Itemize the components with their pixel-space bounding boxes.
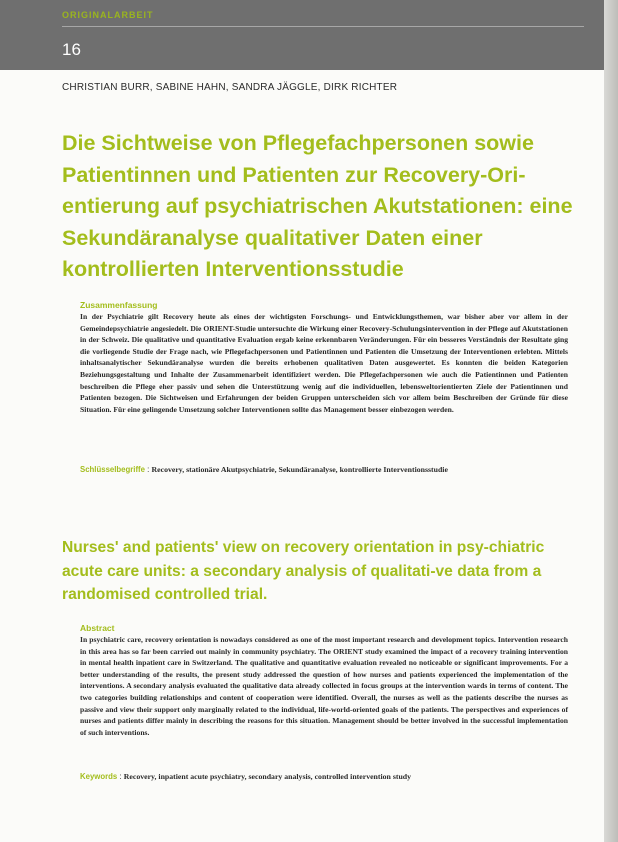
title-english: Nurses' and patients' view on recovery orientation in psy-chiatric acute care units: a secondary analysis of qualitati-ve data from a randomised controlled trial. <box>62 539 545 603</box>
summary-english-heading: Abstract <box>80 623 115 633</box>
page-number: 16 <box>62 40 81 59</box>
author-list: CHRISTIAN BURR, SABINE HAHN, SANDRA JÄGGLE, DIRK RICHTER <box>62 82 398 93</box>
header-rule <box>62 26 584 27</box>
keywords-german-text: Recovery, stationäre Akutpsychiatrie, Sekundäranalyse, kontrollierte Interventionsstudie <box>151 465 448 474</box>
section-label: ORIGINALARBEIT <box>62 10 154 20</box>
summary-english-text: In psychiatric care, recovery orientation is nowadays considered as one of the most important research and development topics. Intervention research in this area has so far been carried out mainly in community psychiatry. The ORIENT study examined the impact of a recovery training intervention in mental health inpatient care in Switzerland. The qualitative and quantitative evaluation revealed no noticeable or significant improvements. For a better understanding of the results, the present study addressed the question of how nurses and patients experienced the implementation of the interventions. A secondary analysis evaluated the qualitative data already collected in focus groups at the intervention wards in terms of content. The two categories building relationships and content of cooperation were identified. Overall, the nurses as well as the patients describe the nurses as passive and view their support only marginally related to the individual, life-world-oriented goals of the patients. The perspectives and experiences of nurses and patients differ mainly in describing the reasons for this situation. Management should be better involved in the successful implementation of such interventions. <box>80 635 568 737</box>
summary-german-text: In der Psychiatrie gilt Recovery heute als eines der wichtigsten Forschungs- und Entwicklungsthemen, war bisher aber vor allem in der Gemeindepsychiatrie angesiedelt. Die ORIENT-Studie untersuchte die Wirkung einer Recovery-Schulungsintervention in der Pflege auf Akutstationen in der Schweiz. Die qualitative und quantitative Evaluation ergab keine erkennbaren Veränderungen. Für ein besseres Verständnis der Resultate ging die vorliegende Studie der Frage nach, wie Pflegefachpersonen und Patientinnen und Patienten die Umsetzung der Interventionen erlebten. Mittels inhaltsanalytischer Sekundäranalyse wurden die bereits erhobenen qualitativen Daten ausgewertet. Es konnten die beiden Kategorien Beziehungsgestaltung und Inhalte der Zusammenarbeit identifiziert werden. Die Pflegefachpersonen wie auch die Patientinnen und Patienten beschreiben die Pflege eher passiv und sehen die Unterstützung wenig auf die individuellen, lebensweltorientierten Ziele der Patientinnen und Patienten bezogen. Die Sichtweisen und Erfahrungen der beiden Gruppen unterscheiden sich vor allem beim Beschreiben der Gründe für diese Situation. Für eine gelingende Umsetzung solcher Interventionen sollte das Management besser einbezogen werden. <box>80 312 568 414</box>
keywords-english-text: Recovery, inpatient acute psychiatry, secondary analysis, controlled intervention study <box>123 772 412 781</box>
summary-german-heading: Zusammenfassung <box>80 300 158 310</box>
keywords-english-colon: : <box>119 772 124 781</box>
keywords-english <box>80 772 580 781</box>
page-edge-shadow <box>604 0 618 842</box>
keywords-german-colon: : <box>147 465 152 474</box>
summary-english <box>80 623 568 738</box>
title-german: Die Sichtweise von Pflegefachpersonen sowie Patientinnen und Patienten zur Recovery-Ori-entierung auf psychiatrischen Akutstationen: eine Sekundäranalyse qualitativer Daten einer kontrollierten Interventionsstudie <box>62 131 573 281</box>
keywords-german <box>80 465 580 474</box>
summary-german <box>80 300 568 415</box>
keywords-german-label: Schlüsselbegriffe <box>80 465 145 474</box>
keywords-english-label: Keywords <box>80 772 118 781</box>
